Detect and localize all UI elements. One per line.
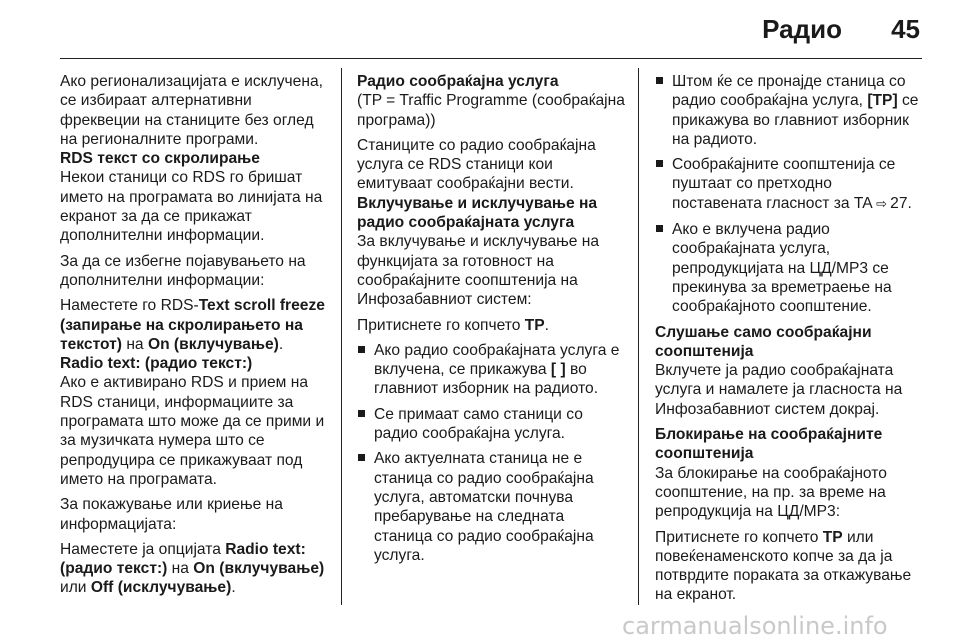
listen-only-paragraph: Вклучете ја радио сообраќајната услуга и намалете ја гласноста на Инфозабавниот систем докрај. bbox=[655, 362, 903, 418]
option-value: Off (исклучување) bbox=[90, 579, 232, 597]
intro-paragraph: Ако регионализацијата е исклучена, се избираат алтернативни фреквеции на станиците без оглед на регионалните програми. bbox=[60, 73, 323, 148]
indicator-label: [ ] bbox=[550, 361, 566, 379]
list-item bbox=[655, 155, 920, 214]
text-span: во главниот изборник на радиото. bbox=[374, 361, 599, 398]
button-name: TP bbox=[524, 316, 545, 334]
radio-text-paragraph-2: За покажување или криење на информацијата: bbox=[60, 496, 283, 533]
text-span: на bbox=[167, 560, 194, 578]
page-reference-arrow-icon: ⇨ bbox=[876, 196, 888, 212]
bullet-icon bbox=[656, 225, 663, 232]
text-span: Наместете го RDS- bbox=[60, 297, 199, 315]
text-span: Сообраќајните соопштенија се пуштаат со претходно поставената гласност за TA bbox=[672, 156, 896, 212]
text-span: . bbox=[278, 335, 284, 353]
column-1 bbox=[60, 72, 328, 604]
block-announcements-heading: Блокирање на сообраќајните соопштенија bbox=[655, 426, 883, 463]
page-title: Радио bbox=[762, 14, 842, 44]
text-span: на bbox=[121, 335, 148, 353]
text-span: Ако радио сообраќајната услуга е вклучена, се прикажува bbox=[374, 341, 620, 379]
list-item bbox=[357, 405, 625, 444]
text-span: Ако актуелната станица не е станица со радио сообраќајна услуга, автоматски почнува пребарување на следната станица со радио сообраќајна услуга. bbox=[374, 450, 594, 564]
listen-only-heading: Слушање само сообраќајни соопштенија bbox=[655, 323, 872, 360]
column-divider-2 bbox=[638, 68, 639, 605]
button-name: TP bbox=[822, 528, 843, 546]
traffic-paragraph-2: За вклучување и исклучување на функцијата за готовност на сообраќајните соопштенија на Инфозабавниот систем: bbox=[357, 233, 600, 309]
option-value: On (вклучување) bbox=[193, 560, 325, 578]
traffic-service-heading: Радио сообраќајна услуга bbox=[357, 73, 559, 90]
rds-text-heading: RDS текст со скролирање bbox=[60, 150, 260, 168]
page-number: 45 bbox=[891, 14, 920, 44]
text-span: . bbox=[231, 579, 236, 597]
list-item bbox=[357, 341, 625, 399]
bullet-icon bbox=[358, 346, 365, 353]
text-span: Штом ќе се пронајде станица со радио сообраќајна услуга, bbox=[672, 73, 906, 110]
bullet-icon bbox=[656, 160, 663, 167]
rds-paragraph-3 bbox=[60, 296, 328, 354]
page-reference-link[interactable]: 27 bbox=[890, 194, 908, 212]
column-3 bbox=[655, 72, 920, 611]
traffic-paragraph-3 bbox=[357, 316, 625, 335]
radio-text-paragraph-1: Ако е активирано RDS и прием на RDS станици, информациите за програмата што може да се прими и за музичката нумера што се репродуцира се прикажуваат под името на програмата. bbox=[60, 374, 325, 488]
page-header bbox=[0, 0, 960, 60]
block-paragraph-2 bbox=[655, 528, 920, 605]
text-span: или повеќенаменското копче за да ја потврдите пораката за откажување на екранот. bbox=[655, 528, 912, 604]
bullet-icon bbox=[358, 454, 365, 461]
option-value: On (вклучување) bbox=[147, 335, 279, 353]
list-item bbox=[655, 72, 920, 149]
text-span: или bbox=[60, 579, 91, 597]
text-span: се прикажува во главниот изборник на радиото. bbox=[672, 92, 919, 148]
text-span: . bbox=[544, 316, 549, 334]
text-span: Притиснете го копчето bbox=[357, 316, 525, 334]
rds-paragraph-2: За да се избегне појавувањето на дополнителни информации: bbox=[60, 252, 306, 289]
text-span: Ако е вклучена радио сообраќајната услуга, репродукцијата на ЦД/MP3 се прекинува за времетраење на сообраќајното соопштение. bbox=[672, 221, 892, 316]
text-span: Наместете ја опцијата bbox=[60, 540, 226, 558]
radio-text-paragraph-3 bbox=[60, 540, 328, 598]
column-divider-1 bbox=[341, 68, 342, 605]
traffic-service-subtitle: (TP = Traffic Programme (сообраќајна програма)) bbox=[357, 92, 625, 129]
text-span: . bbox=[907, 194, 912, 212]
traffic-toggle-heading: Вклучување и исклучување на радио сообраќајната услуга bbox=[357, 194, 598, 232]
watermark: carmanualsonline.info bbox=[622, 612, 888, 640]
indicator-label: [TP] bbox=[867, 92, 898, 110]
block-paragraph-1: За блокирање на сообраќајното соопштение, на пр. за време на репродукција на ЦД/MP3: bbox=[655, 464, 887, 521]
header-rule bbox=[60, 58, 922, 59]
option-name: Radio text: (радио текст:) bbox=[60, 540, 306, 578]
list-item bbox=[655, 220, 920, 316]
text-span: Притиснете го копчето bbox=[655, 528, 823, 546]
radio-text-heading: Radio text: (радио текст:) bbox=[60, 355, 253, 373]
option-name: Text scroll freeze (запирање на скролирањето на текстот) bbox=[60, 297, 325, 353]
text-span: Се примаат само станици со радио сообраќајна услуга. bbox=[374, 405, 583, 443]
column-2 bbox=[357, 72, 625, 571]
traffic-paragraph-1: Станиците со радио сообраќајна услуга се RDS станици кои емитуваат сообраќајни вести. bbox=[357, 136, 596, 193]
bullet-icon bbox=[358, 410, 365, 417]
bullet-icon bbox=[656, 77, 663, 84]
list-item bbox=[357, 449, 625, 565]
rds-paragraph-1: Некои станици со RDS го бришат името на програмата во линијата на екранот за да се прикажат дополнителни информации. bbox=[60, 169, 323, 245]
